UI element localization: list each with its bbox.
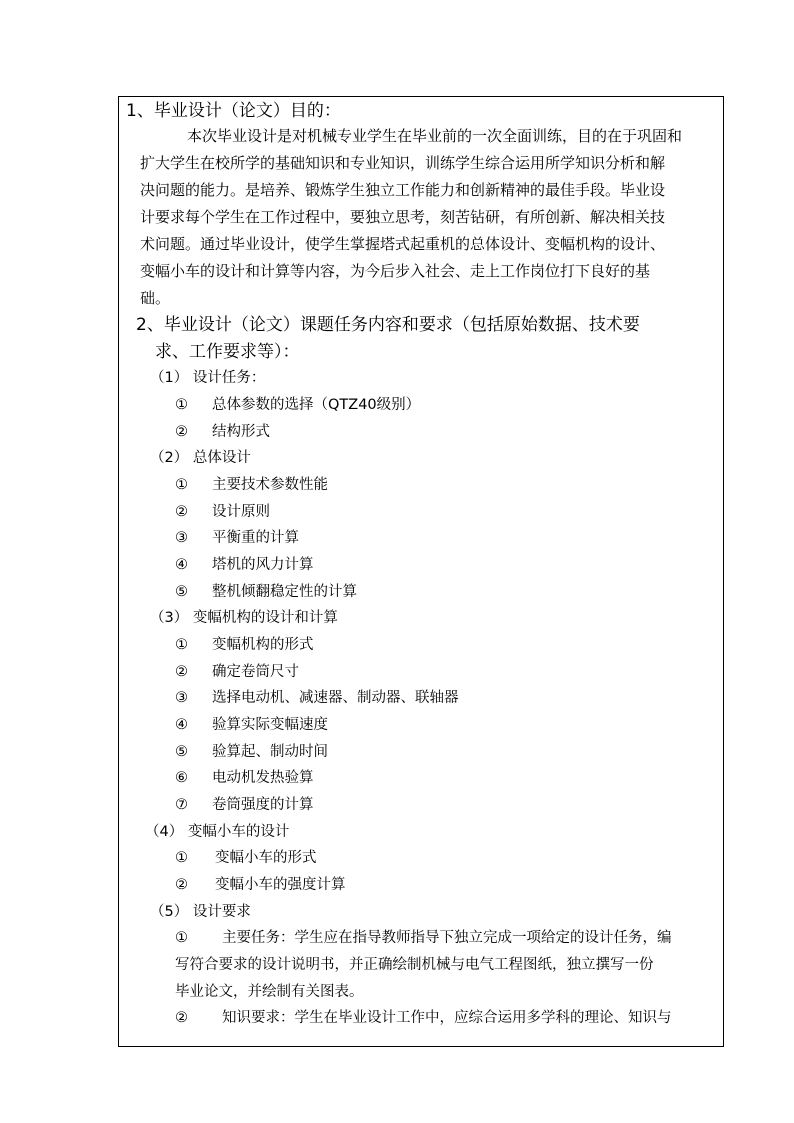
item-number: ② xyxy=(175,877,188,893)
item-text: 塔机的风力计算 xyxy=(212,557,314,573)
item-number: ② xyxy=(175,504,188,520)
section2-heading: 2、毕业设计（论文）课题任务内容和要求（包括原始数据、技术要 xyxy=(136,315,640,335)
item-number: ① xyxy=(175,637,188,653)
item-number: ① xyxy=(175,930,188,946)
section1-heading: 1、毕业设计（论文）目的： xyxy=(126,101,341,121)
item-number: ① xyxy=(175,477,188,493)
item-text-line: 主要任务：学生应在指导教师指导下独立完成一项给定的设计任务，编 xyxy=(222,930,672,946)
section1-paragraph-line: 本次毕业设计是对机械专业学生在毕业前的一次全面训练，目的在于巩固和 xyxy=(187,127,683,145)
item-number: ④ xyxy=(175,557,188,573)
item-number: ⑤ xyxy=(175,584,188,600)
item-text: 总体参数的选择（QTZ40级别） xyxy=(212,397,421,413)
item-text-line: 毕业论文，并绘制有关图表。 xyxy=(175,984,364,1000)
section1-paragraph-line: 计要求每个学生在工作过程中，要独立思考，刻苦钻研，有所创新、解决相关技 xyxy=(140,208,666,226)
item-text: 确定卷筒尺寸 xyxy=(212,664,299,680)
item-text: 变幅机构的形式 xyxy=(212,637,314,653)
item-text: 选择电动机、减速器、制动器、联轴器 xyxy=(212,690,459,706)
item-text-line: 知识要求：学生在毕业设计工作中，应综合运用多学科的理论、知识与 xyxy=(222,1010,672,1026)
item-number: ① xyxy=(175,850,188,866)
group-title: （5） 设计要求 xyxy=(150,904,251,920)
item-text: 验算起、制动时间 xyxy=(212,744,328,760)
item-text: 平衡重的计算 xyxy=(212,530,299,546)
item-number: ③ xyxy=(175,530,188,546)
group-title: （4） 变幅小车的设计 xyxy=(145,824,290,840)
item-number: ② xyxy=(175,664,188,680)
item-text: 变幅小车的形式 xyxy=(215,850,317,866)
item-number: ⑥ xyxy=(175,770,188,786)
item-number: ② xyxy=(175,424,188,440)
group-title: （2） 总体设计 xyxy=(150,450,251,466)
item-number: ⑤ xyxy=(175,744,188,760)
item-text: 设计原则 xyxy=(212,504,270,520)
section1-paragraph-line: 变幅小车的设计和计算等内容，为今后步入社会、走上工作岗位打下良好的基 xyxy=(140,262,651,280)
item-text: 电动机发热验算 xyxy=(212,770,314,786)
item-number: ① xyxy=(175,397,188,413)
item-text-line: 写符合要求的设计说明书，并正确绘制机械与电气工程图纸，独立撰写一份 xyxy=(175,957,654,973)
section1-paragraph-line: 扩大学生在校所学的基础知识和专业知识，训练学生综合运用所学知识分析和解 xyxy=(140,154,666,172)
item-text: 验算实际变幅速度 xyxy=(212,717,328,733)
section1-paragraph-line: 术问题。通过毕业设计，使学生掌握塔式起重机的总体设计、变幅机构的设计、 xyxy=(140,235,666,253)
item-number: ② xyxy=(175,1010,188,1026)
item-number: ④ xyxy=(175,717,188,733)
item-number: ⑦ xyxy=(175,797,188,813)
section1-paragraph-line: 决问题的能力。是培养、锻炼学生独立工作能力和创新精神的最佳手段。毕业设 xyxy=(140,181,666,199)
group-title: （1） 设计任务： xyxy=(150,370,266,386)
item-text: 主要技术参数性能 xyxy=(212,477,328,493)
group-title: （3） 变幅机构的设计和计算 xyxy=(150,610,338,626)
item-text: 变幅小车的强度计算 xyxy=(215,877,346,893)
item-text: 卷筒强度的计算 xyxy=(212,797,314,813)
item-number: ③ xyxy=(175,690,188,706)
item-text: 整机倾翻稳定性的计算 xyxy=(212,584,357,600)
item-text: 结构形式 xyxy=(212,424,270,440)
section2-heading-cont: 求、工作要求等）： xyxy=(155,342,300,362)
section1-paragraph-line: 础。 xyxy=(140,289,171,307)
